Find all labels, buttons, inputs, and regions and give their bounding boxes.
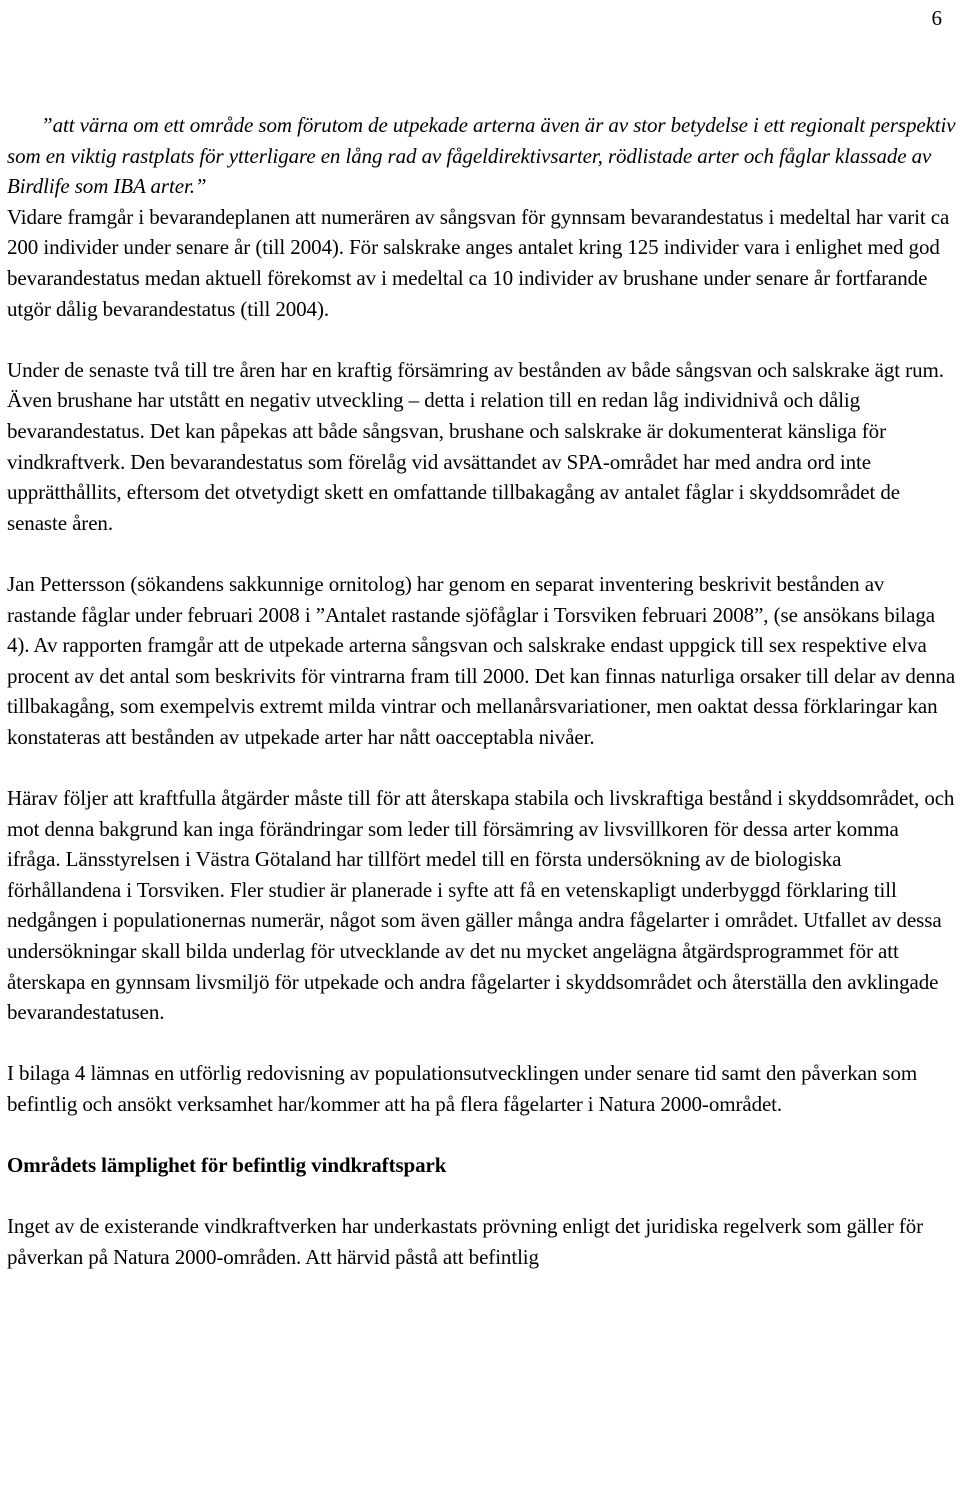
paragraph-inventory: Jan Pettersson (sökandens sakkunnige ornitolog) har genom en separat inventering beskrivit bestånden av rastande fåglar under februari 2008 i ”Antalet rastande sjöfåglar i Torsviken februari 2008”, (se ansökans bilaga 4). Av rapporten framgår att de utpekade arterna sångsvan och salskrake endast uppgick till sex respektive elva procent av det antal som beskrivits för vintrarna fram till 2000. Det kan finnas naturliga orsaker till delar av denna tillbakagång, som exempelvis extremt milda vintrar och mellanårsvariationer, men oaktat dessa förklaringar kan konstateras att bestånden av utpekade arter har nått oacceptabla nivåer.	[7, 571, 956, 749]
paragraph-appendix: I bilaga 4 lämnas en utförlig redovisning av populationsutvecklingen under senare tid samt den påverkan som befintlig och ansökt verksamhet har/kommer att ha på flera fågelarter i Natura 2000-området.	[7, 1061, 918, 1116]
page-number: 6	[931, 6, 942, 30]
document-body	[7, 110, 957, 1273]
paragraph-decline: Under de senaste två till tre åren har en kraftig försämring av bestånden av både sångsvan och salskrake ägt rum. Även brushane har utstått en negativ utveckling – detta i relation till en redan låg individnivå och dålig bevarandestatus. Det kan påpekas att både sångsvan, brushane och salskrake är dokumenterat känsliga för vindkraftverk. Den bevarandestatus som förelåg vid avsättandet av SPA-området har med andra ord inte upprätthållits, eftersom det otvetydigt skett en omfattande tillbakagång av antalet fåglar i skyddsområdet de senaste åren.	[7, 357, 944, 535]
section-heading: Områdets lämplighet för befintlig vindkraftspark	[7, 1153, 447, 1178]
paragraph-population-status: Vidare framgår i bevarandeplanen att numerären av sångsvan för gynnsam bevarandestatus i medeltal har varit ca 200 individer under senare år (till 2004). För salskrake anges antalet kring 125 individer vara i enlighet med god bevarandestatus medan aktuell förekomst av i medeltal ca 10 individer av brushane under senare år fortfarande utgör dålig bevarandestatus (till 2004).	[7, 204, 950, 321]
paragraph-measures: Härav följer att kraftfulla åtgärder måste till för att återskapa stabila och livskraftiga bestånd i skyddsområdet, och mot denna bakgrund kan inga förändringar som leder till försämring av livsvillkoren för dessa arter komma ifråga. Länsstyrelsen i Västra Götaland har tillfört medel till en första undersökning av de biologiska förhållandena i Torsviken. Fler studier är planerade i syfte att få en vetenskapligt underbyggd förklaring till nedgången i populationernas numerär, något som även gäller många andra fågelarter i området. Utfallet av dessa undersökningar skall bilda underlag för utvecklande av det nu mycket angelägna åtgärdsprogrammet för att återskapa en gynnsam livsmiljö för utpekade och andra fågelarter i skyddsområdet och återställa den avklingade bevarandestatusen.	[7, 786, 955, 1025]
paragraph-existing-turbines: Inget av de existerande vindkraftverken har underkastats prövning enligt det juridiska regelverk som gäller för påverkan på Natura 2000-områden. Att härvid påstå att befintlig	[7, 1214, 924, 1269]
quote-paragraph: ”att värna om ett område som förutom de utpekade arterna även är av stor betydelse i ett regionalt perspektiv som en viktig rastplats för ytterligare en lång rad av fågeldirektivsarter, rödlistade arter och fåglar klassade av Birdlife som IBA arter.”	[7, 113, 956, 199]
